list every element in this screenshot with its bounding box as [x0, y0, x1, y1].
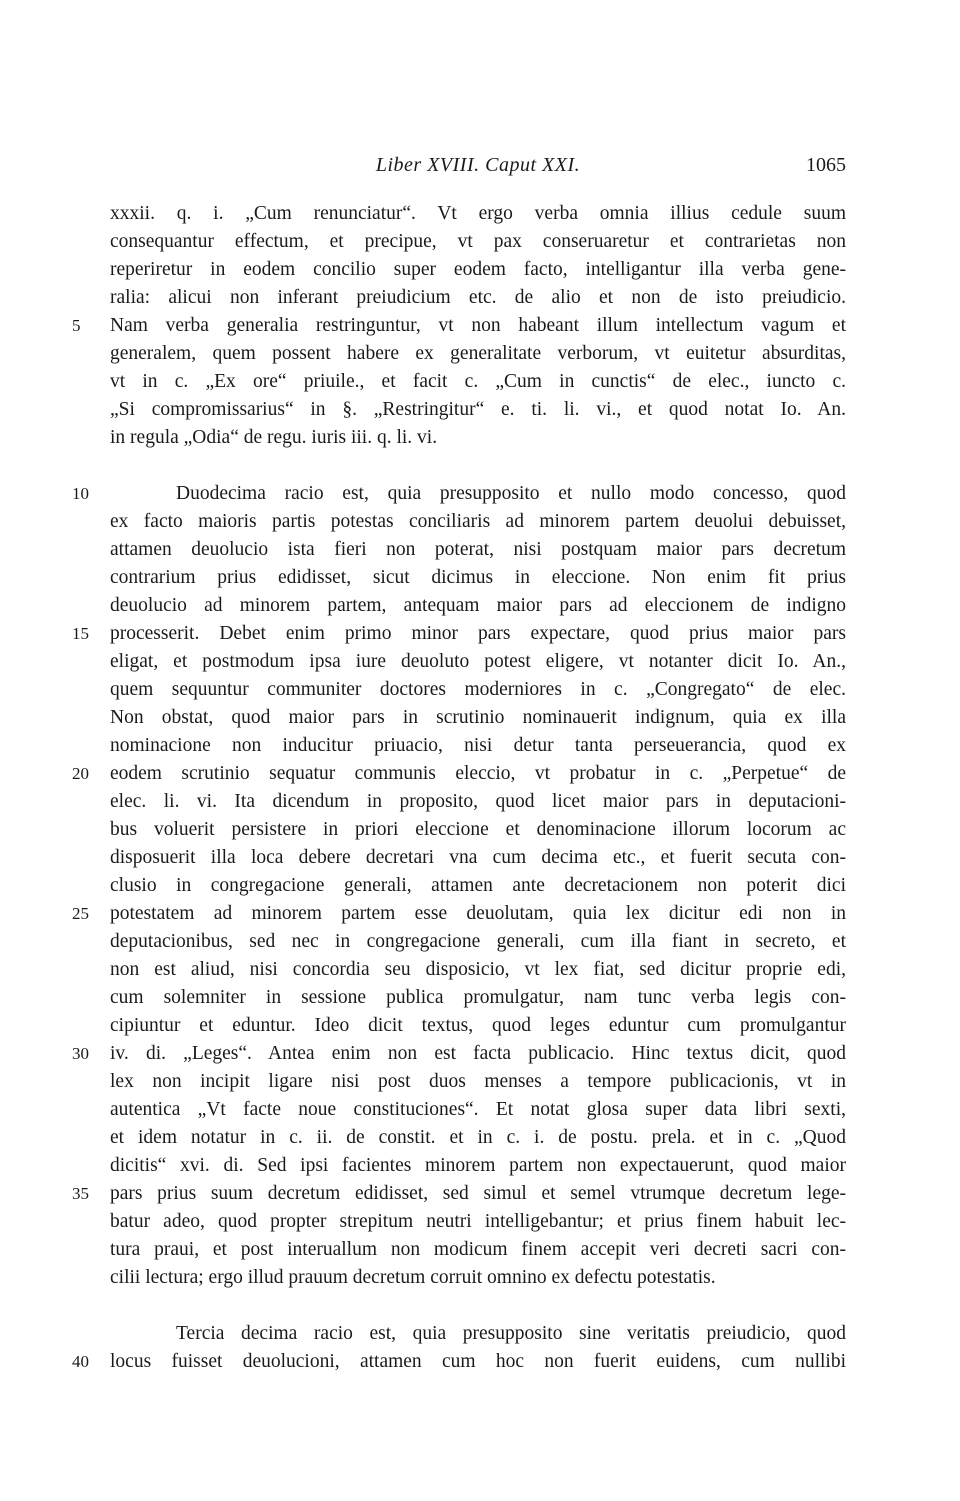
text-line — [110, 564, 846, 592]
page-header — [110, 154, 846, 184]
line-text: Tercia decima racio est, quia presupposito sine veritatis preiudicio, quod — [176, 1323, 846, 1344]
line-text: clusio in congregacione generali, attamen ante decretacionem non poterit dici — [110, 875, 846, 896]
line-number: 25 — [72, 904, 89, 923]
paragraph-gap — [110, 1292, 846, 1320]
line-number: 10 — [72, 484, 89, 503]
line-text: attamen deuolucio ista fieri non poterat, nisi postquam maior pars decretum — [110, 539, 846, 560]
line-text: et idem notatur in c. ii. de constit. et in c. i. de postu. prela. et in c. „Quod — [110, 1127, 846, 1148]
line-number: 20 — [72, 764, 89, 783]
text-line — [110, 1320, 846, 1348]
text-line — [72, 760, 846, 788]
line-text: Duodecima racio est, quia presupposito et nullo modo concesso, quod — [176, 483, 846, 504]
text-line — [110, 956, 846, 984]
text-line — [110, 256, 846, 284]
text-line — [110, 1152, 846, 1180]
line-text: reperiretur in eodem concilio super eodem facto, intelligantur illa verba gene- — [110, 259, 846, 280]
line-text: Nam verba generalia restringuntur, vt non habeant illum intellectum vagum et — [110, 315, 846, 336]
text-line — [110, 396, 846, 424]
line-text: dicitis“ xvi. di. Sed ipsi facientes minorem partem non expectauerunt, quod maior — [110, 1155, 846, 1176]
text-line — [110, 340, 846, 368]
line-text: xxxii. q. i. „Cum renunciatur“. Vt ergo verba omnia illius cedule suum — [110, 203, 846, 224]
line-text: ralia: alicui non inferant preiudicium etc. de alio et non de isto preiudicio. — [110, 287, 846, 308]
text-line — [110, 536, 846, 564]
text-line — [110, 928, 846, 956]
page-number: 1065 — [806, 154, 846, 176]
line-text: batur adeo, quod propter strepitum neutri intelligebantur; et prius finem habuit lec- — [110, 1211, 846, 1232]
text-line — [72, 480, 846, 508]
line-text: deuolucio ad minorem partem, antequam maior pars ad eleccionem de indigno — [110, 595, 846, 616]
text-line — [110, 1096, 846, 1124]
line-text: eligat, et postmodum ipsa iure deuoluto potest eligere, vt notanter dicit Io. An., — [110, 651, 846, 672]
line-text: tura praui, et post interuallum non modicum finem accepit veri decreti sacri con- — [110, 1239, 846, 1260]
line-text: elec. li. vi. Ita dicendum in proposito, quod licet maior pars in deputacioni- — [110, 791, 846, 812]
body-text — [72, 200, 846, 1376]
line-text: ex facto maioris partis potestas conciliaris ad minorem partem deuolui debuisset, — [110, 511, 846, 532]
text-line — [110, 1264, 846, 1292]
line-text: nominacione non inducitur priuacio, nisi detur tanta perseuerancia, quod ex — [110, 735, 846, 756]
text-line — [72, 900, 846, 928]
line-text: eodem scrutinio sequatur communis eleccio, vt probatur in c. „Perpetue“ de — [110, 763, 846, 784]
line-text: potestatem ad minorem partem esse deuolutam, quia lex dicitur edi non in — [110, 903, 846, 924]
text-line — [110, 872, 846, 900]
text-line — [110, 1068, 846, 1096]
paragraph — [72, 1320, 846, 1376]
text-line — [110, 732, 846, 760]
line-text: „Si compromissarius“ in §. „Restringitur“ e. ti. li. vi., et quod notat Io. An. — [110, 399, 846, 420]
line-text: deputacionibus, sed nec in congregacione generali, cum illa fiant in secreto, et — [110, 931, 846, 952]
line-number: 40 — [72, 1352, 89, 1371]
paragraph-gap — [110, 452, 846, 480]
line-text: locus fuisset deuolucioni, attamen cum hoc non fuerit euidens, cum nullibi — [110, 1351, 846, 1372]
text-line — [110, 816, 846, 844]
line-text: disposuerit illa loca debere decretari vna cum decima etc., et fuerit secuta con- — [110, 847, 846, 868]
text-line — [110, 1012, 846, 1040]
text-line — [72, 620, 846, 648]
line-text: generalem, quem possent habere ex generalitate verborum, vt euitetur absurditas, — [110, 343, 846, 364]
line-number: 30 — [72, 1044, 89, 1063]
text-line — [110, 844, 846, 872]
text-line — [72, 1348, 846, 1376]
text-line — [110, 704, 846, 732]
text-line — [110, 592, 846, 620]
line-text: bus voluerit persistere in priori eleccione et denominacione illorum locorum ac — [110, 819, 846, 840]
text-line — [110, 424, 846, 452]
text-line — [110, 984, 846, 1012]
text-line — [110, 228, 846, 256]
line-text: lex non incipit ligare nisi post duos menses a tempore publicacionis, vt in — [110, 1071, 846, 1092]
text-line — [110, 200, 846, 228]
line-number: 5 — [72, 316, 81, 335]
text-line — [110, 508, 846, 536]
line-text: cum solemniter in sessione publica promulgatur, nam tunc verba legis con- — [110, 987, 846, 1008]
text-line — [110, 1124, 846, 1152]
line-text: vt in c. „Ex ore“ priuile., et facit c. „Cum in cunctis“ de elec., iuncto c. — [110, 371, 846, 392]
text-line — [72, 312, 846, 340]
paragraph — [72, 480, 846, 1292]
line-text: consequantur effectum, et precipue, vt pax conseruaretur et contrarietas non — [110, 231, 846, 252]
text-line — [110, 676, 846, 704]
line-number: 35 — [72, 1184, 89, 1203]
line-text: in regula „Odia“ de regu. iuris iii. q. li. vi. — [110, 427, 438, 448]
line-text: pars prius suum decretum edidisset, sed simul et semel vtrumque decretum lege- — [110, 1183, 846, 1204]
line-text: cilii lectura; ergo illud prauum decretum corruit omnino ex defectu potestatis. — [110, 1267, 716, 1288]
text-line — [72, 1180, 846, 1208]
line-text: autentica „Vt facte noue constituciones“. Et notat glosa super data libri sexti, — [110, 1099, 846, 1120]
line-text: non est aliud, nisi concordia seu disposicio, vt lex fiat, sed dicitur proprie edi, — [110, 959, 846, 980]
text-line — [110, 1236, 846, 1264]
line-text: contrarium prius edidisset, sicut dicimus in eleccione. Non enim fit prius — [110, 567, 846, 588]
paragraph — [72, 200, 846, 452]
line-text: quem sequuntur communiter doctores moderniores in c. „Congregato“ de elec. — [110, 679, 846, 700]
running-head: Liber XVIII. Caput XXI. — [375, 154, 581, 176]
line-text: cipiuntur et eduntur. Ideo dicit textus, quod leges eduntur cum promulgantur — [110, 1015, 846, 1036]
line-text: processerit. Debet enim primo minor pars expectare, quod prius maior pars — [110, 623, 846, 644]
line-number: 15 — [72, 624, 89, 643]
line-text: iv. di. „Leges“. Antea enim non est facta publicacio. Hinc textus dicit, quod — [110, 1043, 846, 1064]
text-line — [110, 788, 846, 816]
text-line — [72, 1040, 846, 1068]
text-line — [110, 1208, 846, 1236]
line-text: Non obstat, quod maior pars in scrutinio nominauerit indignum, quia ex illa — [110, 707, 846, 728]
text-line — [110, 368, 846, 396]
text-line — [110, 648, 846, 676]
text-line — [110, 284, 846, 312]
